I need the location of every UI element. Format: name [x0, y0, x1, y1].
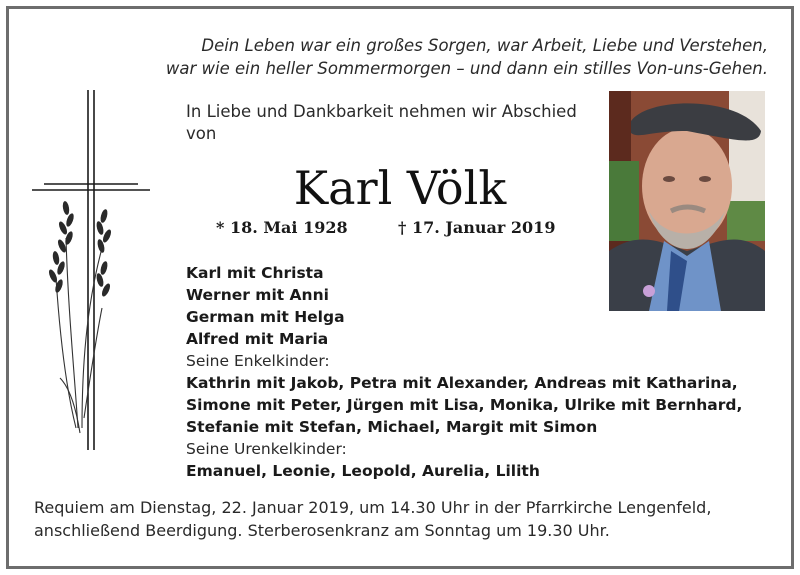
grandchildren-label: Seine Enkelkinder: [186, 352, 330, 370]
requiem-info [34, 496, 774, 542]
birth-date: * 18. Mai 1928 [216, 218, 348, 237]
deceased-name: Karl Völk [293, 161, 507, 215]
poem-line-1: Dein Leben war ein großes Sorgen, war Arbeit, Liebe und Verstehen, [201, 36, 768, 55]
intro-line-1: In Liebe und Dankbarkeit nehmen wir Abschied [186, 102, 577, 121]
intro-text [186, 101, 606, 145]
cross-with-wheat-icon [30, 88, 155, 458]
child-entry: Karl mit Christa [186, 264, 324, 282]
great-grandchildren-label: Seine Urenkelkinder: [186, 440, 347, 458]
child-entry: Alfred mit Maria [186, 330, 329, 348]
great-grandchildren-line: Emanuel, Leonie, Leopold, Aurelia, Lilith [186, 462, 540, 480]
poem [150, 34, 768, 80]
death-date: † 17. Januar 2019 [398, 218, 556, 237]
requiem-line-1: Requiem am Dienstag, 22. Januar 2019, um 14.30 Uhr in der Pfarrkirche Lengenfeld, [34, 498, 712, 517]
poem-line-2: war wie ein heller Sommermorgen – und dann ein stilles Von-uns-Gehen. [165, 59, 768, 78]
intro-line-2: von [186, 124, 217, 143]
grandchildren-line: Simone mit Peter, Jürgen mit Lisa, Monika, Ulrike mit Bernhard, [186, 396, 743, 414]
child-entry: German mit Helga [186, 308, 345, 326]
child-entry: Werner mit Anni [186, 286, 329, 304]
portrait-photo [609, 91, 765, 311]
grandchildren-line: Stefanie mit Stefan, Michael, Margit mit Simon [186, 418, 598, 436]
requiem-line-2: anschließend Beerdigung. Sterberosenkranz am Sonntag um 19.30 Uhr. [34, 521, 610, 540]
grandchildren-line: Kathrin mit Jakob, Petra mit Alexander, Andreas mit Katharina, [186, 374, 738, 392]
